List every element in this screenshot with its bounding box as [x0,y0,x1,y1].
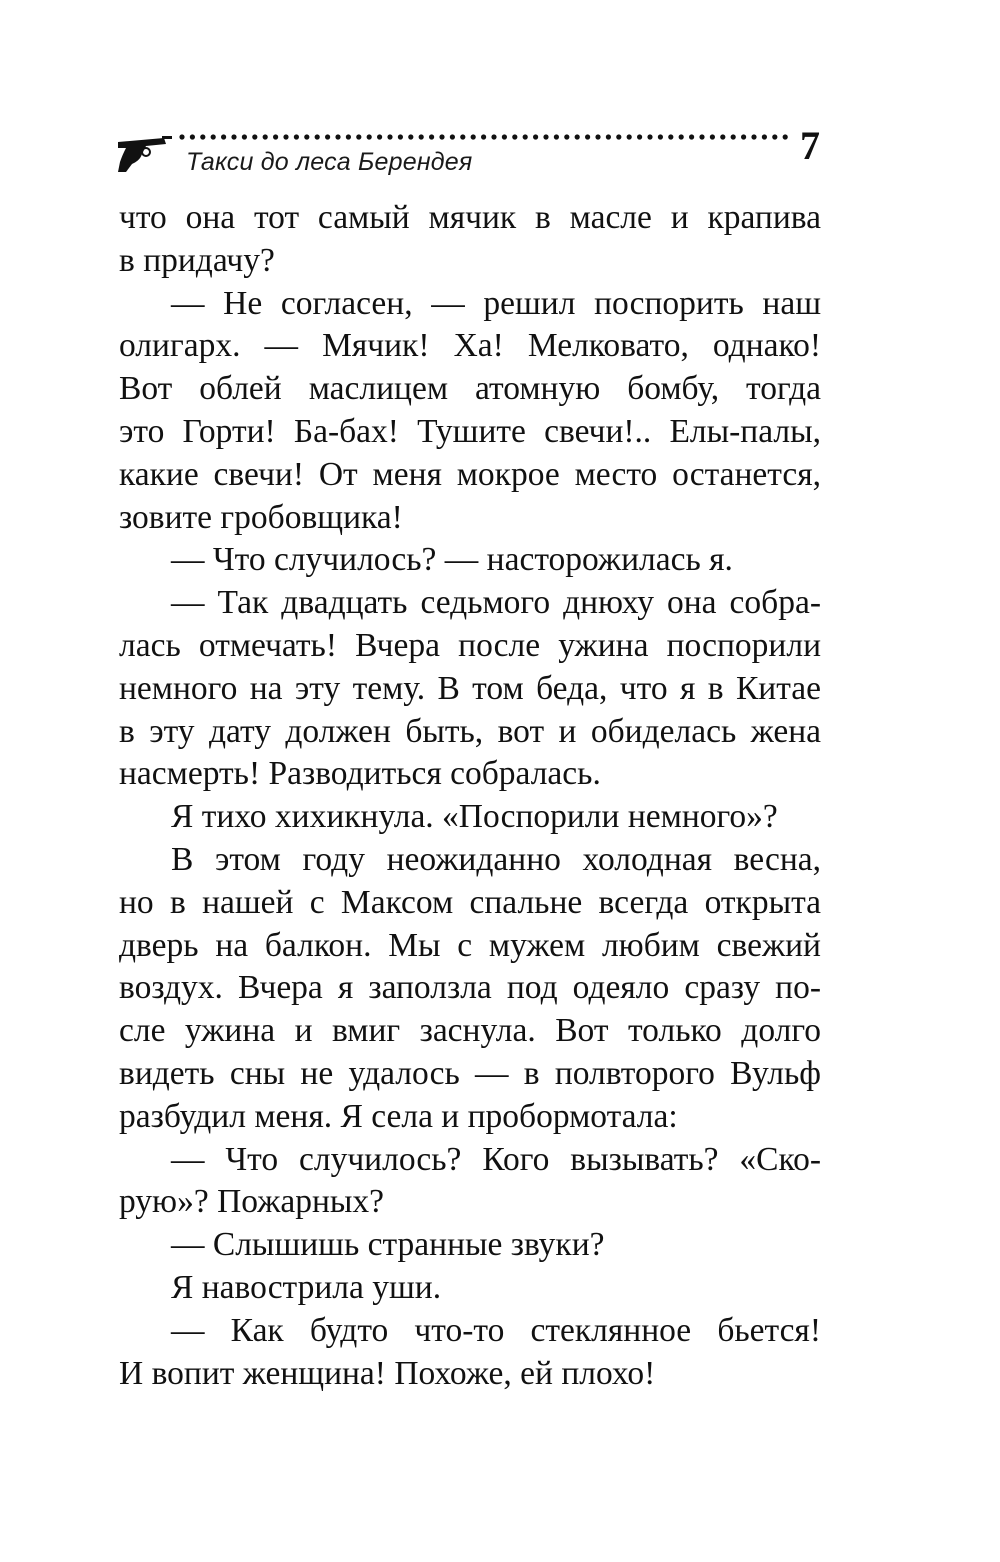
text-line: видеть сны не удалось — в полвторого Вульф [119,1054,821,1092]
text-line: но в нашей с Максом спальне всегда открыта [119,883,821,921]
rule-dot [335,134,340,139]
text-line: немного на эту тему. В том беда, что я в Китае [119,669,821,707]
rule-dot [387,134,392,139]
rule-dot [627,134,632,139]
text-line: олигарх. — Мячик! Ха! Мелковато, однако! [119,327,821,365]
rule-dot [356,134,361,139]
text-line: — Что случилось? Кого вызывать? «Ско- [171,1140,821,1178]
text-line: дверь на балкон. Мы с мужем любим свежий [119,926,821,964]
rule-dot [419,134,424,139]
rule-dot [575,134,580,139]
rule-dot [699,134,704,139]
text-line: что она тот самый мячик в масле и крапива [119,199,821,236]
text-line: разбудил меня. Я села и пробормотала: [119,1097,678,1135]
rule-dot [616,134,621,139]
text-line: Я тихо хихикнула. «Поспорили немного»? [171,798,778,836]
text-line: Вот облей маслицем атомную бомбу, тогда [119,370,821,408]
rule-dot [783,134,788,139]
rule-dot [772,134,777,139]
text-line: — Слышишь странные звуки? [171,1226,605,1264]
text-line: И вопит женщина! Похоже, ей плохо! [119,1354,656,1392]
rule-dot [367,134,372,139]
rule-dot [762,134,767,139]
rule-dot [346,134,351,139]
text-line: какие свечи! От меня мокрое место останется, [119,455,821,493]
text-line: — Так двадцать седьмого днюху она собра- [171,584,821,622]
text-line: — Как будто что-то стеклянное бьется! [171,1311,821,1349]
text-line: — Что случилось? — насторожилась я. [171,541,733,579]
rule-dot [179,134,184,139]
text-line: насмерть! Разводиться собралась. [119,755,601,793]
rule-dot [283,134,288,139]
text-line: Я навострила уши. [171,1268,442,1306]
text-line: В этом году неожиданно холодная весна, [171,840,821,878]
page-number: 7 [800,123,820,168]
text-line: в придачу? [119,241,275,279]
text-line: зовите гробовщика! [119,498,403,536]
rule-dot [252,134,257,139]
text-line: лась отмечать! Вчера после ужина поспорили [119,626,821,664]
text-line: воздух. Вчера я заползла под одеяло сразу по- [119,969,821,1007]
rule-dot [679,134,684,139]
rule-dot [543,134,548,139]
rule-dot [481,134,486,139]
text-line: в эту дату должен быть, вот и обиделась жена [119,712,821,750]
rule-dot [668,134,673,139]
rule-dot [585,134,590,139]
rule-dot [211,134,216,139]
rule-dot [429,134,434,139]
rule-dot [242,134,247,139]
rule-dot [460,134,465,139]
rule-dot [606,134,611,139]
rule-dot [471,134,476,139]
rule-dot [658,134,663,139]
running-header [116,123,826,188]
rule-dot [720,134,725,139]
rule-dot [315,134,320,139]
rule-dot [689,134,694,139]
rule-dot [731,134,736,139]
rule-dot [190,134,195,139]
rule-dot [523,134,528,139]
rule-dot [439,134,444,139]
rule-dot [398,134,403,139]
rule-dot [564,134,569,139]
rule-dot [491,134,496,139]
rule-dot [595,134,600,139]
rule-dot [325,134,330,139]
rule-dot [710,134,715,139]
running-title: Такси до леса Берендея [186,148,473,176]
rule-dot [304,134,309,139]
rule-dot [408,134,413,139]
rule-dot [294,134,299,139]
rule-dot [450,134,455,139]
rule-dot [273,134,278,139]
rule-dot [200,134,205,139]
rule-dot [512,134,517,139]
text-line: рую»? Пожарных? [119,1183,385,1221]
pistol-icon [116,132,174,176]
rule-dot [231,134,236,139]
dotted-rule [178,132,788,142]
text-line: — Не согласен, — решил поспорить наш [171,284,821,322]
rule-dot [377,134,382,139]
body-text [119,197,821,1395]
rule-dot [751,134,756,139]
rule-dot [533,134,538,139]
text-line: это Горти! Ба-бах! Тушите свечи!.. Елы-палы, [119,412,821,450]
rule-dot [637,134,642,139]
rule-dot [554,134,559,139]
text-line: сле ужина и вмиг заснула. Вот только долго [119,1012,821,1050]
rule-dot [221,134,226,139]
rule-dot [502,134,507,139]
rule-dot [263,134,268,139]
rule-dot [647,134,652,139]
rule-dot [741,134,746,139]
